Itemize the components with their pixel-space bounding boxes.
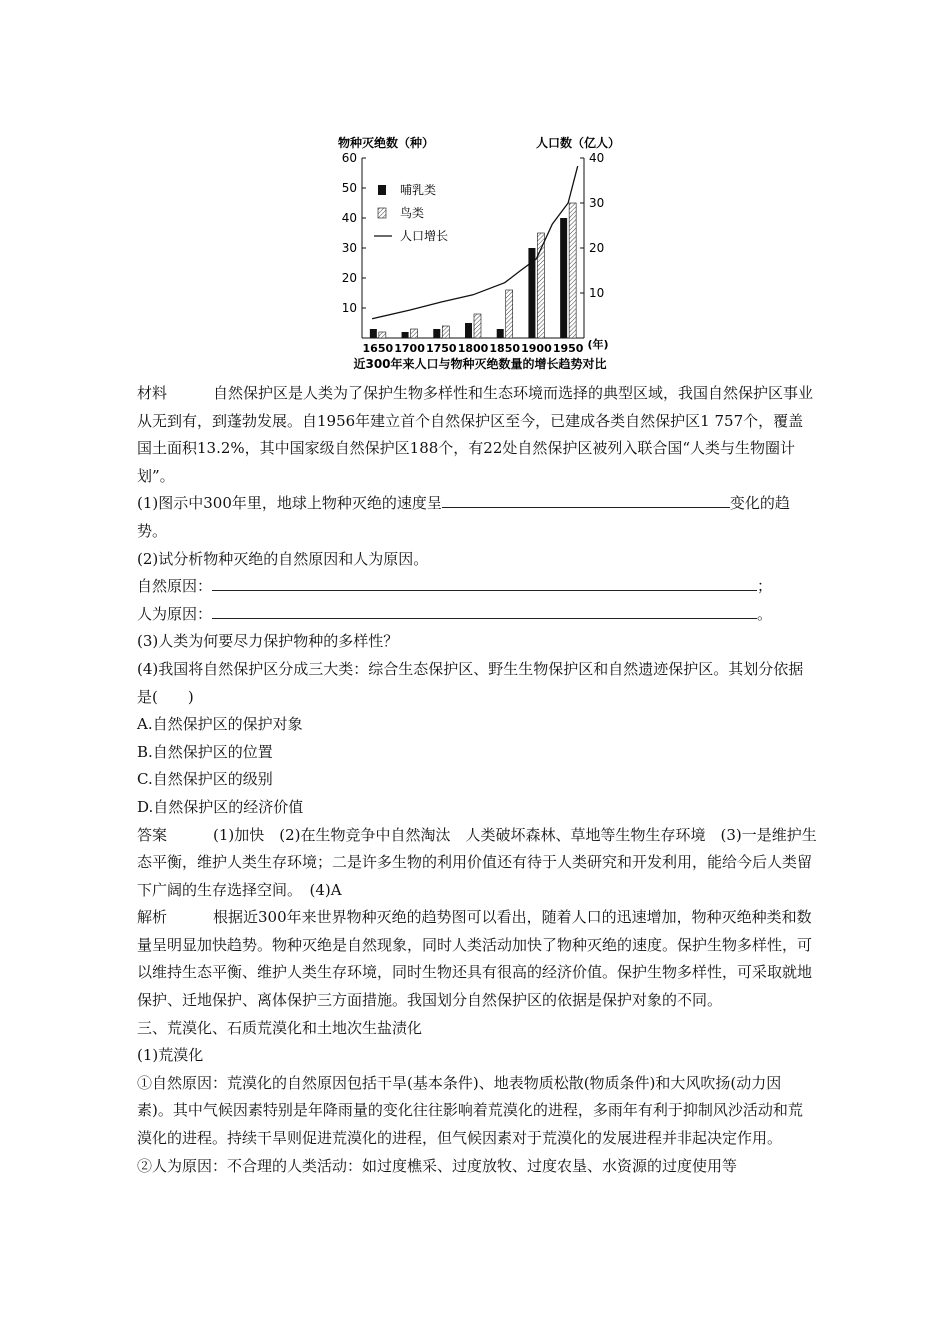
y-right-tick-label: 10 — [589, 286, 605, 300]
y-left-tick-label: 50 — [341, 181, 357, 195]
legend-mammal-swatch — [378, 185, 386, 195]
material-body: 自然保护区是人类为了保护生物多样性和生态环境而选择的典型区域，我国自然保护区事业从无到有，到蓬勃发展。自1956年建立首个自然保护区至今，已建成各类自然保护区1 757个，覆盖国土面积13.2%，其中国家级自然保护区188个，有22处自然保护区被列入联合国“人类与生物圈计划”。 — [137, 384, 814, 485]
y-left-tick-label: 30 — [341, 241, 357, 255]
analysis-label: 解析 — [137, 908, 168, 927]
q1-suffix: 变化的趋势。 — [137, 494, 790, 540]
bar-mammal — [497, 329, 504, 338]
option-d: D.自然保护区的经济价值 — [137, 797, 304, 816]
q1-prefix: (1)图示中300年里，地球上物种灭绝的速度呈 — [137, 494, 442, 513]
legend-bird-label: 鸟类 — [400, 206, 425, 220]
analysis-paragraph — [137, 904, 817, 1014]
bar-bird — [474, 314, 481, 338]
bar-bird — [379, 332, 386, 338]
natural-reason-item: ①自然原因：荒漠化的自然原因包括干旱(基本条件)、地表物质松散(物质条件)和大风吹扬(动力因素)。其中气候因素特别是年降雨量的变化往往影响着荒漠化的进程，多雨年有利于抑制风沙活动和荒漠化的进程。持续干旱则促进荒漠化的进程，但气候因素对于荒漠化的发展进程并非起决定作用。 — [137, 1073, 803, 1148]
question-2: (2)试分析物种灭绝的自然原因和人为原因。 — [137, 549, 429, 568]
natural-cause-blank[interactable] — [212, 574, 757, 591]
answer-label: 答案 — [137, 825, 168, 844]
legend-mammal-label: 哺乳类 — [400, 183, 437, 197]
y-right-tick-label: 30 — [589, 196, 605, 210]
bar-bird — [411, 329, 418, 338]
bar-mammal — [402, 332, 409, 338]
human-reason-item: ②人为原因：不合理的人类活动：如过度樵采、过度放牧、过度农垦、水资源的过度使用等 — [137, 1156, 738, 1175]
x-tick-labels — [363, 342, 584, 355]
question-3: (3)人类为何要尽力保护物种的多样性？ — [137, 632, 399, 651]
question-4: (4)我国将自然保护区分成三大类：综合生态保护区、野生生物保护区和自然遗迹保护区。其划分依据是( ) — [137, 659, 804, 706]
bar-mammal — [560, 218, 567, 338]
y-left-tick-label: 60 — [341, 151, 357, 165]
bar-series — [370, 203, 576, 338]
bar-bird — [506, 290, 513, 338]
x-tick-label: 1750 — [425, 342, 457, 355]
human-cause-blank[interactable] — [212, 602, 757, 619]
y-left-tick-label: 40 — [341, 211, 357, 225]
chart-caption: 近300年来人口与物种灭绝数量的增长趋势对比 — [353, 357, 607, 371]
legend-bird-swatch — [378, 208, 386, 218]
human-cause-end: 。 — [757, 604, 773, 623]
x-tick-label: 1850 — [489, 342, 521, 355]
bar-mammal — [465, 323, 472, 338]
bar-bird — [442, 326, 449, 338]
natural-cause-line — [137, 573, 817, 601]
species-population-chart — [330, 130, 630, 375]
answer-body: (1)加快 (2)在生物竞争中自然淘汰 人类破坏森林、草地等生物生存环境 (3)一是维护生态平衡，维护人类生存环境；二是许多生物的利用价值还有待于人类研究和开发利用，能给今后人类留下广阔的生存选择空间。 (4)A — [137, 825, 817, 899]
x-tick-label: 1950 — [552, 342, 584, 355]
bar-mammal — [370, 329, 377, 338]
bar-bird — [569, 203, 576, 338]
bar-mammal — [433, 329, 440, 338]
q1-blank[interactable] — [442, 491, 730, 508]
y-right-tick-label: 20 — [589, 241, 605, 255]
legend-line-label: 人口增长 — [400, 229, 449, 243]
y-right-tick-label: 40 — [589, 151, 605, 165]
section-3-title: 三、荒漠化、石质荒漠化和土地次生盐渍化 — [137, 1018, 423, 1037]
x-tick-label: 1900 — [521, 342, 552, 355]
option-a: A.自然保护区的保护对象 — [137, 715, 303, 734]
natural-cause-label: 自然原因： — [137, 577, 213, 596]
human-cause-label: 人为原因： — [137, 604, 213, 623]
material-label: 材料 — [137, 384, 168, 402]
x-tick-label: 1650 — [362, 342, 394, 355]
y-left-title: 物种灭绝数（种） — [338, 136, 435, 150]
y-left-tick-label: 20 — [341, 271, 357, 285]
natural-cause-end: ； — [757, 577, 773, 596]
question-1 — [137, 490, 817, 545]
y-right-title: 人口数（亿人） — [535, 136, 620, 150]
x-tick-label: 1700 — [394, 342, 425, 355]
y-left-tick-label: 10 — [341, 301, 357, 315]
option-c: C.自然保护区的级别 — [137, 770, 273, 789]
x-unit-label: (年) — [587, 338, 609, 351]
x-tick-label: 1800 — [457, 342, 489, 355]
material-paragraph — [137, 380, 817, 490]
answer-paragraph — [137, 822, 817, 905]
document-body — [137, 380, 817, 1180]
analysis-body: 根据近300年来世界物种灭绝的趋势图可以看出，随着人口的迅速增加，物种灭绝种类和数量呈明显加快趋势。物种灭绝是自然现象，同时人类活动加快了物种灭绝的速度。保护生物多样性，可以维持生态平衡、维护人类生存环境，同时生物还具有很高的经济价值。保护生物多样性，可采取就地保护、迁地保护、离体保护三方面措施。我国划分自然保护区的依据是保护对象的不同。 — [137, 908, 813, 1010]
human-cause-line — [137, 601, 817, 629]
chart-svg — [330, 130, 630, 375]
option-b: B.自然保护区的位置 — [137, 742, 273, 761]
subsection-1-title: (1)荒漠化 — [137, 1046, 204, 1065]
